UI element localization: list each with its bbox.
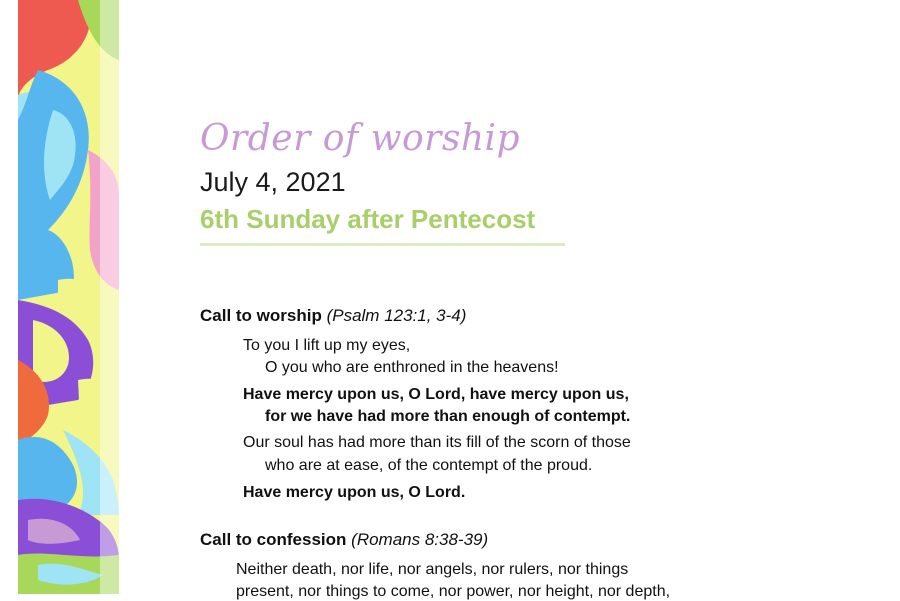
- liturgy-line: To you I lift up my eyes,: [243, 337, 411, 354]
- congregation-response-line: Have mercy upon us, O Lord.: [243, 484, 466, 501]
- liturgical-day: 6th Sunday after Pentecost: [200, 204, 536, 234]
- scripture-reference: (Romans 8:38-39): [351, 530, 489, 549]
- decorative-art-strip: [18, 0, 119, 594]
- liturgy-line: O you who are enthroned in the heavens!: [265, 359, 559, 376]
- section-title: Call to worship: [200, 306, 322, 325]
- title-divider: [200, 243, 565, 246]
- section-title: Call to confession: [200, 530, 347, 549]
- abstract-swirl-artwork: [18, 0, 119, 594]
- order-of-worship-title: Order of worship: [200, 118, 521, 159]
- call-to-confession-heading: [200, 530, 488, 550]
- liturgy-line: Neither death, nor life, nor angels, nor rulers, nor things: [236, 561, 629, 578]
- liturgy-line: present, nor things to come, nor power, nor height, nor depth,: [236, 583, 671, 600]
- scripture-reference: (Psalm 123:1, 3-4): [326, 306, 467, 325]
- call-to-worship-heading: [200, 306, 466, 326]
- congregation-response-line: Have mercy upon us, O Lord, have mercy upon us,: [243, 386, 629, 403]
- liturgy-line: who are at ease, of the contempt of the proud.: [265, 457, 593, 474]
- service-date: July 4, 2021: [200, 167, 346, 197]
- congregation-response-line: for we have had more than enough of contempt.: [265, 408, 631, 425]
- liturgy-line: Our soul has had more than its fill of the scorn of those: [243, 434, 631, 451]
